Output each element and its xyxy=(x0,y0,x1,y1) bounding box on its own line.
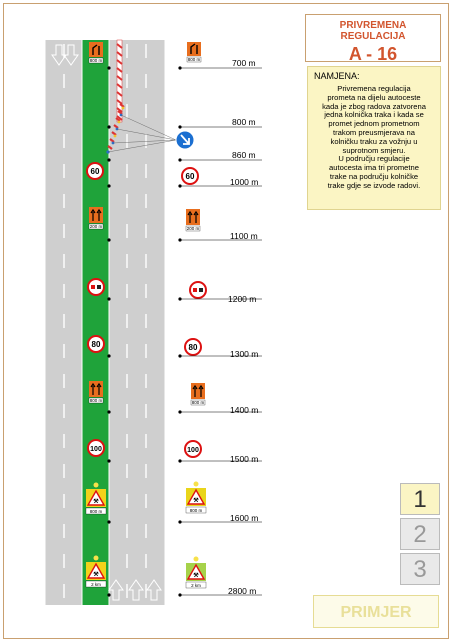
scheme-code: A - 16 xyxy=(348,44,398,64)
plate-800m-label: 800 m xyxy=(187,57,201,62)
speed-limit-80-sign xyxy=(88,336,104,352)
title-box xyxy=(305,14,441,62)
svg-text:⚒: ⚒ xyxy=(93,499,99,505)
two-lanes-sign xyxy=(89,207,103,229)
purpose-panel xyxy=(307,66,441,210)
mandatory-direction-sign xyxy=(176,131,194,149)
distance-label: 1200 m xyxy=(228,294,257,304)
speed-limit-80-sign-legend xyxy=(185,339,201,355)
speed-limit-60-sign-legend xyxy=(182,168,198,184)
speed-limit-100-label: 100 xyxy=(187,447,199,454)
no-overtaking-sign xyxy=(88,279,104,295)
plate-800m-label: 800 m xyxy=(189,508,203,513)
lane-reduction-sign xyxy=(89,42,103,63)
svg-text:⚒: ⚒ xyxy=(193,573,199,579)
scheme-heading: PRIVREMENA REGULACIJA xyxy=(339,20,407,42)
purpose-title: NAMJENA: xyxy=(314,71,360,81)
distance-label: 1300 m xyxy=(230,349,259,359)
distance-label: 700 m xyxy=(232,58,256,68)
plate-800m-label: 800 m xyxy=(89,58,103,63)
two-lanes-sign-legend xyxy=(191,383,205,405)
example-button[interactable]: PRIMJER xyxy=(313,595,439,628)
speed-limit-80-label: 80 xyxy=(188,343,198,352)
lane-reduction-sign-legend xyxy=(187,42,201,62)
plate-800m-label: 800 m xyxy=(89,398,103,403)
roadworks-sign-legend xyxy=(186,557,206,589)
plate-200m-label: 200 m xyxy=(186,226,200,231)
distance-label: 1100 m xyxy=(230,231,258,241)
distance-label: 860 m xyxy=(232,150,256,160)
speed-limit-60-sign xyxy=(87,163,103,179)
speed-limit-100-sign-legend xyxy=(185,441,201,457)
two-lanes-sign-legend xyxy=(186,209,200,231)
barrier-line xyxy=(117,40,122,122)
median-strip xyxy=(82,40,109,605)
distance-label: 1000 m xyxy=(230,177,259,187)
speed-limit-100-sign xyxy=(88,440,104,456)
distance-label: 800 m xyxy=(232,117,256,127)
svg-text:⚒: ⚒ xyxy=(193,498,199,504)
page-button-2[interactable]: 2 xyxy=(400,518,440,550)
two-lanes-sign xyxy=(89,381,103,403)
purpose-text: Privremena regulacija prometa na dijelu autoceste kada je zbog radova zatvorena jedna kolnička traka i kada se promet jednom prometnom trakom preusmjerava na kolničku traku za vožnju u suprotnom smjeru. U području regulacije autocesta ima tri prometne trake na području kolničke trake gdje se izvode radovi. xyxy=(322,84,426,190)
plate-2km-label: 2 km xyxy=(91,582,101,587)
distance-label: 1400 m xyxy=(230,405,259,415)
plate-2km-label: 2 km xyxy=(191,583,201,588)
plate-200m-label: 200 m xyxy=(89,224,103,229)
page-button-3[interactable]: 3 xyxy=(400,553,440,585)
page-button-1[interactable]: 1 xyxy=(400,483,440,515)
plate-800m-label: 800 m xyxy=(89,509,103,514)
speed-limit-60-label: 60 xyxy=(90,167,100,176)
plate-800m-label: 800 m xyxy=(191,400,205,405)
speed-limit-100-label: 100 xyxy=(90,446,102,453)
distance-label: 2800 m xyxy=(228,586,257,596)
no-overtaking-sign-legend xyxy=(190,282,206,298)
distance-label: 1500 m xyxy=(230,454,259,464)
svg-text:⚒: ⚒ xyxy=(93,572,99,578)
roadworks-sign-legend xyxy=(186,482,206,514)
distance-label: 1600 m xyxy=(230,513,259,523)
speed-limit-60-label: 60 xyxy=(185,172,195,181)
speed-limit-80-label: 80 xyxy=(91,340,101,349)
